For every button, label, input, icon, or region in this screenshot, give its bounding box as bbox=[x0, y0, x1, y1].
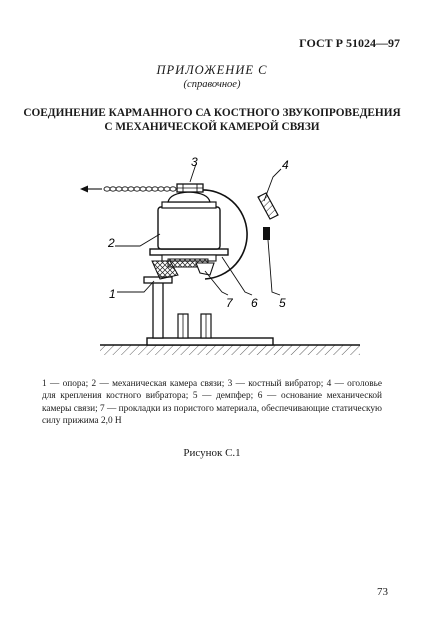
cable-arrow-head bbox=[80, 186, 88, 193]
callout-2: 2 bbox=[108, 236, 115, 250]
ground-hatch bbox=[100, 345, 360, 355]
callout-1: 1 bbox=[109, 287, 116, 301]
vibrator-cap bbox=[168, 192, 210, 202]
appendix-note: (справочное) bbox=[183, 79, 241, 90]
title-line-2: С МЕХАНИЧЕСКОЙ КАМЕРОЙ СВЯЗИ bbox=[104, 121, 320, 133]
coupler-base bbox=[150, 249, 228, 255]
support-column bbox=[153, 282, 163, 338]
callout-5: 5 bbox=[279, 296, 286, 310]
appendix-label: ПРИЛОЖЕНИЕ С bbox=[156, 63, 268, 77]
base-plate bbox=[147, 338, 273, 345]
coupler-top bbox=[162, 202, 216, 208]
support-top bbox=[144, 277, 172, 283]
callout-6: 6 bbox=[251, 296, 258, 310]
coupler-body bbox=[158, 207, 220, 249]
document-title bbox=[10, 106, 414, 134]
figure-label: Рисунок С.1 bbox=[183, 447, 241, 459]
standard-number: ГОСТ Р 51024—97 bbox=[299, 36, 400, 50]
callout-3: 3 bbox=[191, 155, 198, 169]
technical-diagram bbox=[0, 145, 424, 360]
vibrator-cable bbox=[104, 187, 176, 191]
coupler-tab bbox=[196, 263, 214, 275]
callout-7: 7 bbox=[226, 296, 233, 310]
title-line-1: СОЕДИНЕНИЕ КАРМАННОГО СА КОСТНОГО ЗВУКОПРОВЕДЕНИЯ bbox=[23, 107, 401, 119]
figure-caption: 1 — опора; 2 — механическая камера связи; 3 — костный вибратор; 4 — оголовье для крепления костного вибратора; 5 — демпфер; 6 — основание механической камеры связи; 7 — прокладки из пористого материала, обеспечивающие статическую силу прижима 2,0 Н bbox=[42, 379, 382, 427]
page-number: 73 bbox=[377, 586, 388, 598]
callout-4: 4 bbox=[282, 158, 289, 172]
headband-block bbox=[258, 193, 278, 219]
damper bbox=[263, 227, 270, 240]
